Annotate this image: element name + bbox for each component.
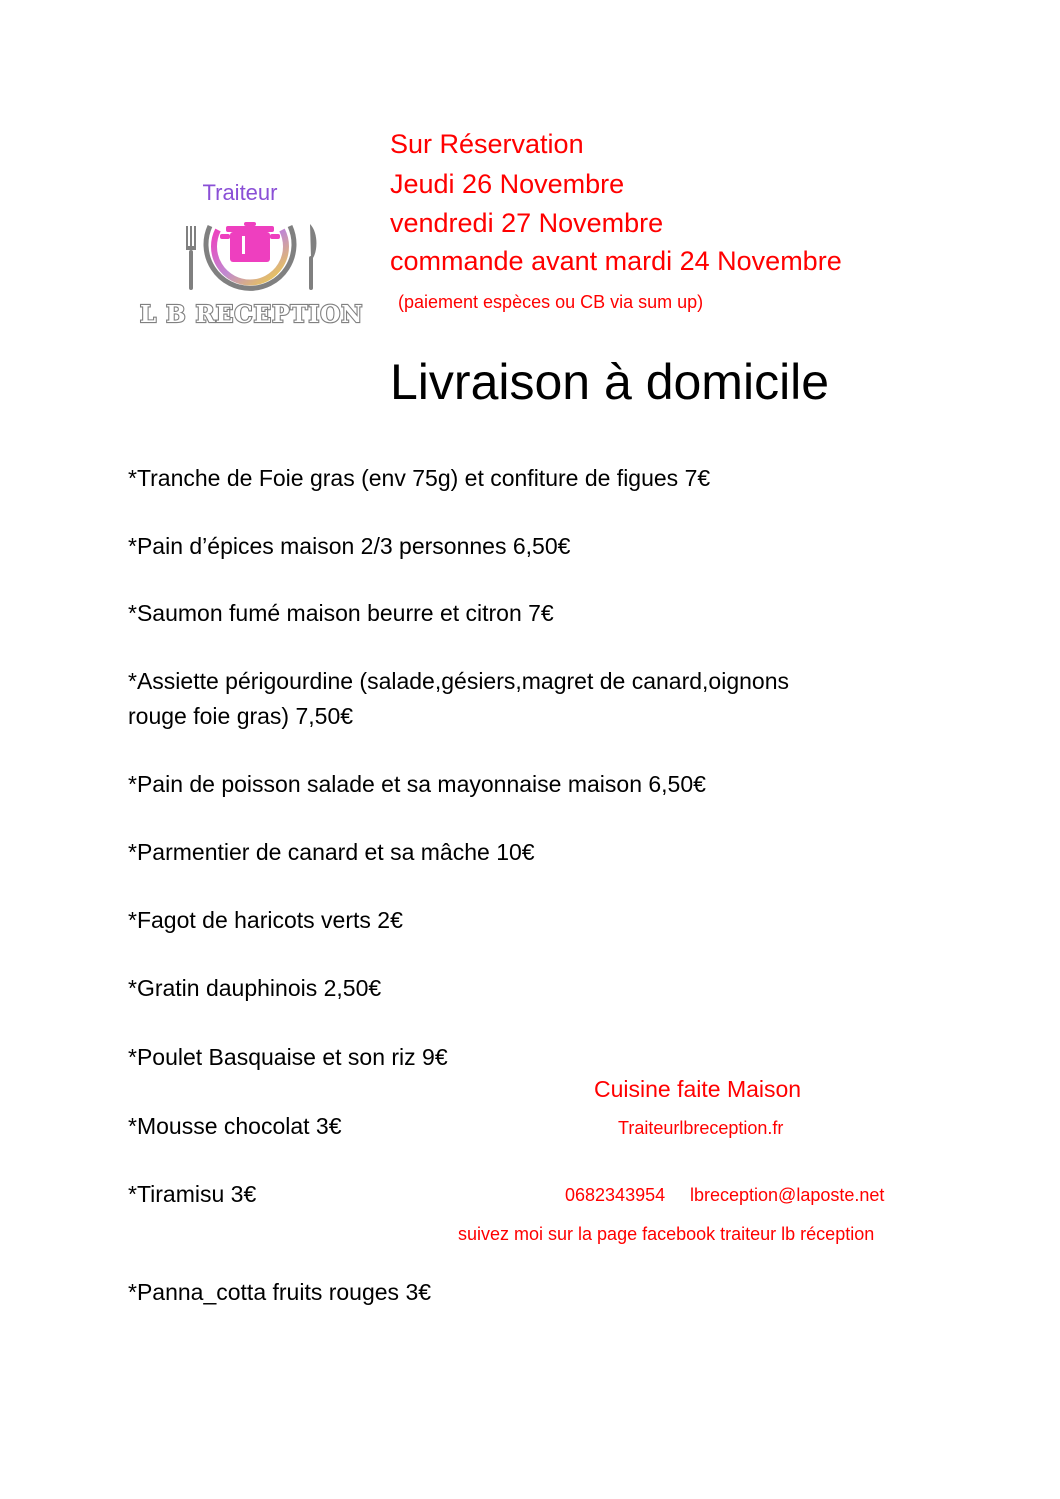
menu-item-parmentier: *Parmentier de canard et sa mâche 10€: [128, 839, 535, 865]
cooking-pot-icon: [220, 222, 280, 262]
logo-bottom-text: L B RECEPTION: [140, 301, 364, 328]
website-link[interactable]: Traiteurlbreception.fr: [618, 1118, 784, 1138]
menu-item-gratin: *Gratin dauphinois 2,50€: [128, 975, 382, 1001]
menu-item-poulet: *Poulet Basquaise et son riz 9€: [128, 1044, 448, 1070]
slogan: Cuisine faite Maison: [594, 1076, 802, 1102]
logo-top-text: Traiteur: [202, 180, 278, 205]
logo-graphic: [130, 170, 370, 330]
menu-item-fagot: *Fagot de haricots verts 2€: [128, 907, 403, 933]
knife-icon: [309, 224, 316, 290]
menu-item-pain-poisson: *Pain de poisson salade et sa mayonnaise maison 6,50€: [128, 771, 706, 797]
order-deadline: commande avant mardi 24 Novembre: [390, 246, 842, 276]
page-title: Livraison à domicile: [390, 354, 830, 410]
menu-item-assiette-line2: rouge foie gras) 7,50€: [128, 703, 354, 729]
menu-item-saumon: *Saumon fumé maison beurre et citron 7€: [128, 600, 554, 626]
email-link[interactable]: lbreception@laposte.net: [690, 1185, 885, 1205]
facebook-note: suivez moi sur la page facebook traiteur lb réception: [458, 1224, 875, 1244]
menu-item-mousse: *Mousse chocolat 3€: [128, 1113, 342, 1139]
menu-item-foie-gras: *Tranche de Foie gras (env 75g) et confiture de figues 7€: [128, 465, 711, 491]
reservation-label: Sur Réservation: [390, 129, 584, 159]
menu-item-panna-cotta: *Panna_cotta fruits rouges 3€: [128, 1279, 432, 1305]
menu-item-tiramisu: *Tiramisu 3€: [128, 1181, 257, 1207]
menu-item-pain-epices: *Pain d’épices maison 2/3 personnes 6,50€: [128, 533, 571, 559]
menu-item-assiette-line1: *Assiette périgourdine (salade,gésiers,magret de canard,oignons: [128, 668, 790, 694]
brand-logo: [130, 170, 370, 330]
delivery-date-2: vendredi 27 Novembre: [390, 208, 664, 238]
delivery-date-1: Jeudi 26 Novembre: [390, 169, 625, 199]
fork-icon: [186, 226, 196, 290]
phone-number[interactable]: 0682343954: [565, 1185, 666, 1205]
payment-note: (paiement espèces ou CB via sum up): [398, 292, 704, 312]
